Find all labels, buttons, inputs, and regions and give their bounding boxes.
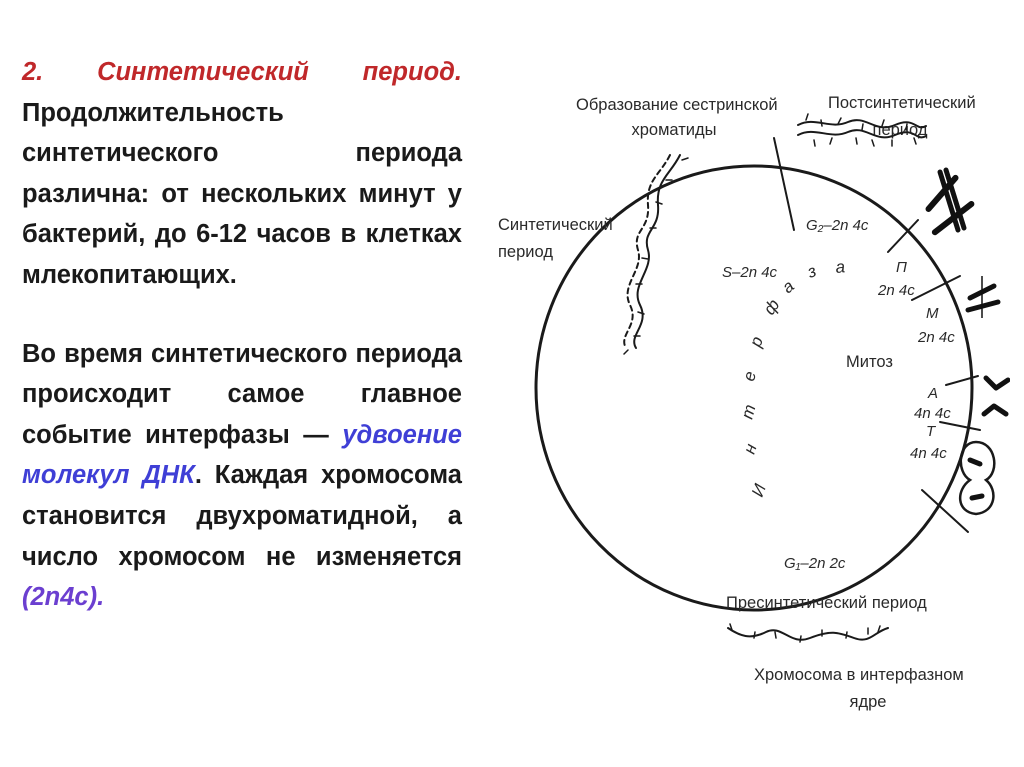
metaphase-chromosome-icon xyxy=(968,276,998,318)
interphase-letter-9: а xyxy=(834,257,846,277)
mitosis-label: Митоз xyxy=(846,353,893,371)
interphase-chromosome-strand xyxy=(728,628,888,640)
prophase-chromosome-icon xyxy=(920,170,976,232)
interphase-letter-4: е xyxy=(739,369,760,383)
interphase-letter-3: т xyxy=(737,402,760,422)
interphase-letter-2: н xyxy=(739,441,761,457)
sister-chromatid-label-line2: хроматиды xyxy=(631,121,717,139)
interphase-chromosome-label-line2: ядре xyxy=(849,693,887,711)
interphase-letter-5: р xyxy=(745,333,767,350)
anaphase-chromosome-icon xyxy=(984,378,1008,414)
interphase-letter-6: ф xyxy=(759,295,784,319)
synthetic-period-label-line2: период xyxy=(498,243,553,261)
telophase-formula: 4n 4c xyxy=(910,445,947,462)
telophase-cells-icon xyxy=(960,442,994,514)
cell-cycle-diagram xyxy=(470,80,1010,720)
s-g2-divider-line xyxy=(774,138,794,230)
anaphase-formula: 4n 4c xyxy=(914,405,951,422)
paragraph-synthetic-period xyxy=(22,52,462,296)
interphase-letter-7: а xyxy=(778,276,798,298)
g1-phase-label: G₁–2n 2c xyxy=(784,555,846,572)
synthetic-chromosome-loops xyxy=(624,158,688,354)
paragraph-2-start: Во время синтетического периода происходит самое главное событие интерфазы — xyxy=(22,339,462,449)
text-column xyxy=(22,52,462,618)
postsynthetic-label-line1: Постсинтетический xyxy=(828,94,976,112)
prophase-formula: 2n 4c xyxy=(878,282,915,299)
sister-chromatid-label-line1: Образование сестринской xyxy=(576,96,778,114)
interphase-letter-8: з xyxy=(804,261,819,282)
synthetic-chromosome-left-strand xyxy=(624,155,670,348)
g2-phase-label: G₂–2n 4c xyxy=(806,217,869,234)
metaphase-formula: 2n 4c xyxy=(918,329,955,346)
section-title: 2. Синтетический период. xyxy=(22,58,462,86)
metaphase-name: М xyxy=(926,305,939,322)
anaphase-name: А xyxy=(928,385,939,402)
paragraph-2-middle: . Каждая хромосома становится двухроматидной, а число хромосом не изменяется xyxy=(22,461,462,571)
anaphase-telophase-divider-line xyxy=(940,422,980,430)
dna-doubling-highlight: удвоение молекул ДНК xyxy=(22,420,462,490)
chromosome-formula: (2n4c). xyxy=(22,583,105,612)
presynthetic-period-label: Пресинтетический период xyxy=(726,594,927,612)
paragraph-1-body: Продолжительность синтетического периода различна: от нескольких минут у бактерий, до 6-12 часов в клетках млекопитающих. xyxy=(22,98,462,289)
s-phase-label: S–2n 4c xyxy=(722,264,778,281)
synthetic-chromosome-right-strand xyxy=(634,155,680,348)
paragraph-dna-replication xyxy=(22,334,462,618)
prophase-name: П xyxy=(896,259,907,276)
telophase-name: Т xyxy=(926,423,936,440)
postsynthetic-label-line2: период xyxy=(872,121,928,139)
interphase-letter-1: И xyxy=(747,481,770,500)
interphase-chromosome-label-line1: Хромосома в интерфазном xyxy=(754,666,964,684)
synthetic-period-label-line1: Синтетический xyxy=(498,216,613,234)
